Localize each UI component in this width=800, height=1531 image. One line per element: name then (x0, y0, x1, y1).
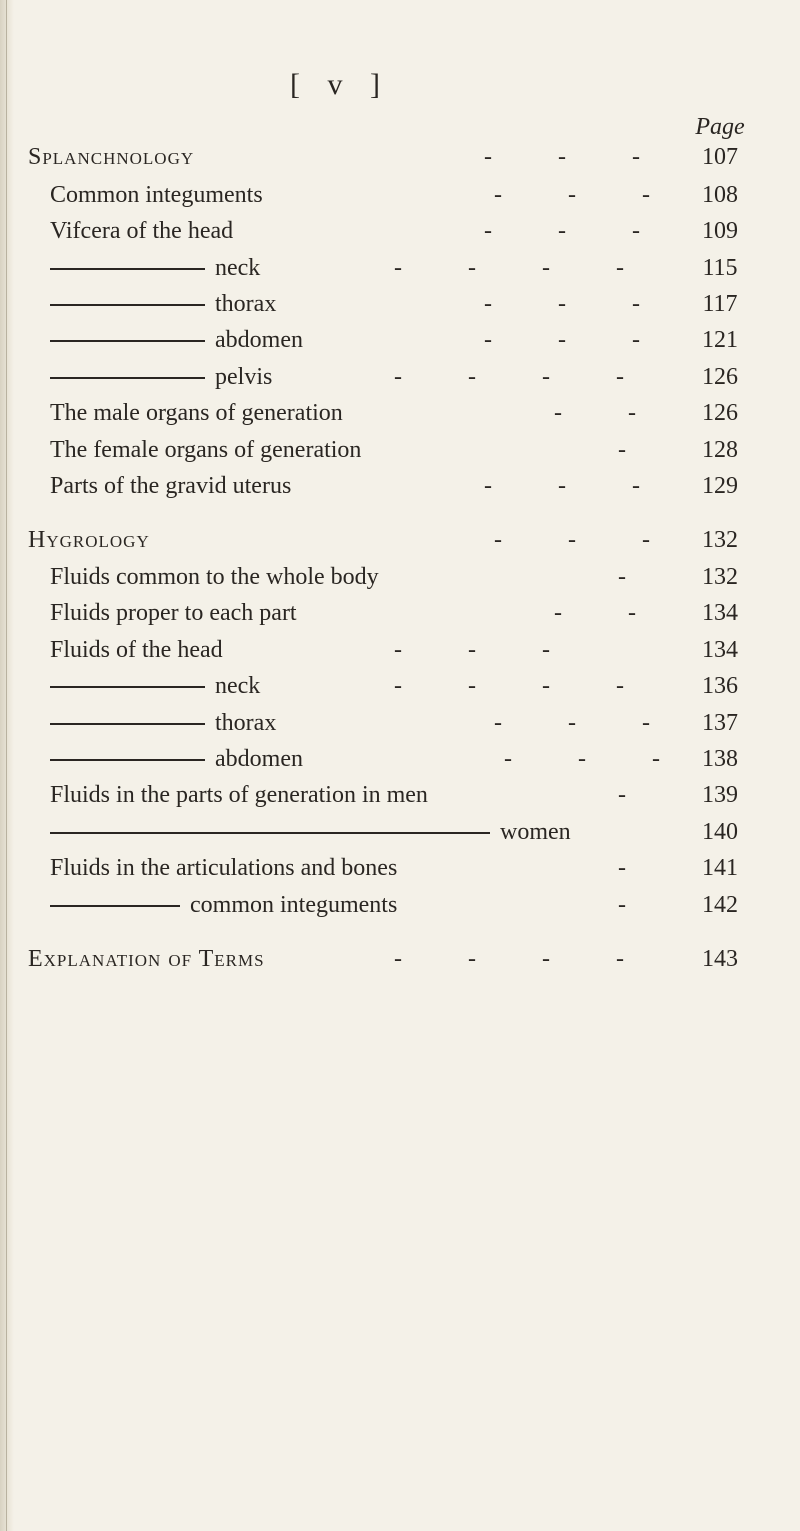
entry-label: Fluids common to the whole body (50, 564, 379, 590)
ditto-rule (50, 832, 490, 834)
leader-dashes: - - - (504, 746, 690, 772)
page-number: 136 (702, 673, 738, 699)
entry-label: Fluids proper to each part (50, 600, 297, 626)
page-number: 121 (702, 327, 738, 353)
leader-dashes: - - - - (394, 946, 654, 972)
entry-text: thorax (215, 291, 277, 317)
page-marker: [ v ] (290, 68, 390, 101)
toc-entry (0, 255, 800, 289)
entry-label: Common integuments (50, 182, 263, 208)
leader-dashes: - - - (394, 637, 580, 663)
page-number: 138 (702, 746, 738, 772)
leader-dashes: - - (554, 400, 666, 426)
leader-dashes: - - - (484, 144, 670, 170)
leader-dashes: - (618, 782, 656, 808)
leader-dashes: - - - - (394, 255, 654, 281)
entry-label: Vifcera of the head (50, 218, 234, 244)
leader-dashes: - - - - (394, 673, 654, 699)
entry-label (50, 746, 303, 773)
entry-label: Fluids in the parts of generation in men (50, 782, 428, 808)
ditto-rule (50, 268, 205, 270)
toc-entry (0, 746, 800, 780)
section-title: Explanation of Terms (28, 946, 265, 972)
page-number: 134 (702, 600, 738, 626)
entry-text: thorax (215, 710, 277, 736)
page-number: 109 (702, 218, 738, 244)
entry-text: abdomen (215, 746, 303, 772)
page-number: 132 (702, 564, 738, 590)
leader-dashes: - (618, 855, 656, 881)
entry-text: neck (215, 673, 261, 699)
ditto-rule (50, 759, 205, 761)
leader-dashes: - - - (484, 218, 670, 244)
entry-label (50, 364, 272, 391)
ditto-rule (50, 686, 205, 688)
page-number: 107 (702, 144, 738, 170)
page-number: 117 (702, 291, 738, 317)
page-number: 140 (702, 819, 738, 845)
entry-label (50, 673, 260, 700)
entry-label (50, 291, 276, 318)
leader-dashes: - (618, 437, 656, 463)
ditto-rule (50, 905, 180, 907)
page-number: 137 (702, 710, 738, 736)
page-number: 126 (702, 364, 738, 390)
entry-text: neck (215, 255, 261, 281)
page-number: 141 (702, 855, 738, 881)
entry-label: The male organs of generation (50, 400, 343, 426)
toc-entry (0, 710, 800, 744)
section-title: Hygrology (28, 527, 150, 553)
toc-entry (0, 782, 800, 816)
toc-entry (0, 182, 800, 216)
page-number: 142 (702, 892, 738, 918)
entry-text: common integuments (190, 892, 398, 918)
leader-dashes: - - (554, 600, 666, 626)
toc-entry (0, 473, 800, 507)
entry-label (50, 892, 397, 919)
toc-entry (0, 327, 800, 361)
section-title: Splanchnology (28, 144, 195, 170)
section-heading-row (0, 527, 800, 561)
toc-entry (0, 400, 800, 434)
page-number: 115 (702, 255, 738, 281)
leader-dashes: - (618, 892, 656, 918)
leader-dashes: - - - (494, 710, 680, 736)
entry-label (50, 710, 276, 737)
section-heading-row (0, 144, 800, 178)
toc-entry (0, 218, 800, 252)
entry-label: The female organs of generation (50, 437, 362, 463)
ditto-rule (50, 304, 205, 306)
entry-text: pelvis (215, 364, 273, 390)
ditto-rule (50, 377, 205, 379)
toc-entry (0, 673, 800, 707)
leader-dashes: - - - (484, 473, 670, 499)
leader-dashes: - (618, 564, 656, 590)
toc-entry (0, 437, 800, 471)
toc-entry (0, 564, 800, 598)
page-number: 108 (702, 182, 738, 208)
leader-dashes: - - - (494, 527, 680, 553)
entry-label (50, 819, 571, 846)
page-column-label: Page (695, 114, 745, 140)
ditto-rule (50, 723, 205, 725)
page-number: 132 (702, 527, 738, 553)
toc-entry (0, 819, 800, 853)
page-number: 143 (702, 946, 738, 972)
section-heading-row (0, 946, 800, 980)
leader-dashes: - - - (494, 182, 680, 208)
ditto-rule (50, 340, 205, 342)
page-number: 128 (702, 437, 738, 463)
page-number: 126 (702, 400, 738, 426)
page-number: 134 (702, 637, 738, 663)
page-number: 129 (702, 473, 738, 499)
toc-entry (0, 855, 800, 889)
entry-label (50, 255, 260, 282)
toc-entry (0, 600, 800, 634)
entry-text: abdomen (215, 327, 303, 353)
leader-dashes: - - - (484, 327, 670, 353)
toc-entry (0, 291, 800, 325)
entry-label: Fluids of the head (50, 637, 223, 663)
entry-text: women (500, 819, 571, 845)
page-number: 139 (702, 782, 738, 808)
entry-label: Parts of the gravid uterus (50, 473, 292, 499)
toc-entry (0, 364, 800, 398)
leader-dashes: - - - (484, 291, 670, 317)
entry-label (50, 327, 303, 354)
toc-entry (0, 892, 800, 926)
toc-entry (0, 637, 800, 671)
entry-label: Fluids in the articulations and bones (50, 855, 398, 881)
leader-dashes: - - - - (394, 364, 654, 390)
